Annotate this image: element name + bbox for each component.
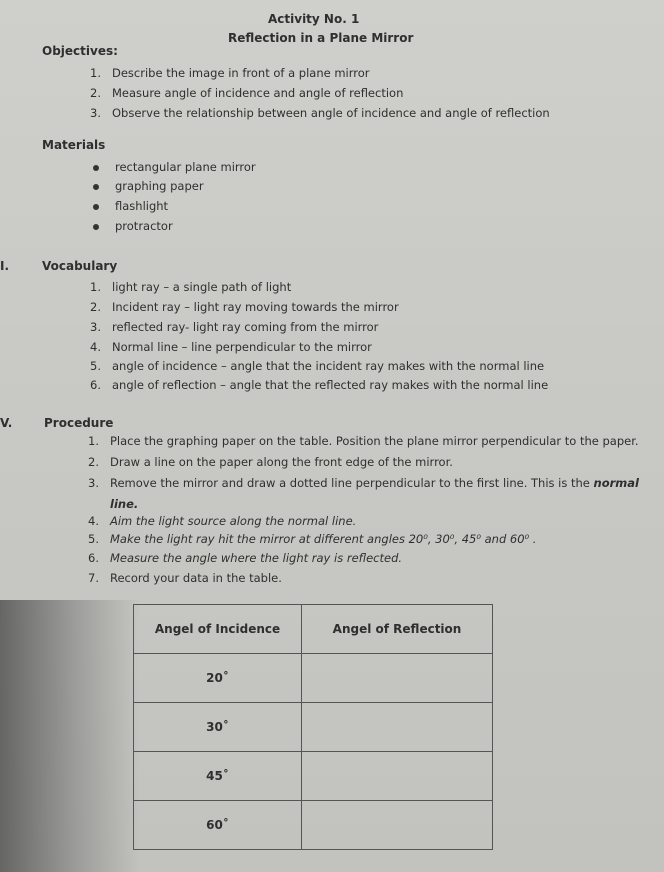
table-header-reflection: Angel of Reflection [302, 605, 493, 654]
vocabulary-item: 4. Normal line – line perpendicular to the mirror [90, 340, 372, 354]
vocabulary-marker: I. [0, 259, 10, 273]
procedure-step: 6. Measure the angle where the light ray is reflected. [88, 551, 403, 565]
objectives-heading: Objectives: [42, 44, 118, 58]
page-shadow [0, 600, 140, 872]
vocabulary-item: 3. reflected ray- light ray coming from the mirror [90, 320, 379, 334]
incidence-cell: 30˚ [134, 703, 302, 752]
procedure-step-continued: line. [110, 497, 139, 511]
incidence-cell: 60˚ [134, 801, 302, 850]
activity-subtitle: Reflection in a Plane Mirror [228, 31, 414, 45]
procedure-step: 2. Draw a line on the paper along the front edge of the mirror. [88, 455, 453, 469]
table-row [134, 654, 493, 703]
reflection-cell[interactable] [302, 752, 493, 801]
reflection-cell[interactable] [302, 654, 493, 703]
procedure-step: 5. Make the light ray hit the mirror at different angles 20⁰, 30⁰, 45⁰ and 60⁰ . [88, 532, 537, 546]
vocabulary-item: 2. Incident ray – light ray moving towards the mirror [90, 300, 399, 314]
procedure-marker: V. [0, 416, 13, 430]
incidence-cell: 45˚ [134, 752, 302, 801]
activity-title: Activity No. 1 [268, 12, 360, 26]
procedure-step: 3. Remove the mirror and draw a dotted line perpendicular to the first line. This is the normal [88, 476, 639, 490]
procedure-heading: Procedure [44, 416, 114, 430]
table-row [134, 801, 493, 850]
table-header-incidence: Angel of Incidence [134, 605, 302, 654]
incidence-cell: 20˚ [134, 654, 302, 703]
procedure-step: 7. Record your data in the table. [88, 571, 282, 585]
objective-item: 3. Observe the relationship between angle of incidence and angle of reflection [90, 106, 550, 120]
materials-heading: Materials [42, 138, 106, 152]
table-row [134, 752, 493, 801]
reflection-cell[interactable] [302, 703, 493, 752]
vocabulary-item: 6. angle of reflection – angle that the reflected ray makes with the normal line [90, 378, 549, 392]
objective-item: 1. Describe the image in front of a plane mirror [90, 66, 370, 80]
material-item: protractor [93, 219, 173, 233]
vocabulary-item: 1. light ray – a single path of light [90, 280, 292, 294]
data-table [133, 604, 493, 850]
table-row [134, 703, 493, 752]
objective-item: 2. Measure angle of incidence and angle of reflection [90, 86, 404, 100]
vocabulary-heading: Vocabulary [42, 259, 118, 273]
reflection-cell[interactable] [302, 801, 493, 850]
material-item: graphing paper [93, 179, 204, 193]
material-item: flashlight [93, 199, 168, 213]
material-item: rectangular plane mirror [93, 160, 256, 174]
vocabulary-item: 5. angle of incidence – angle that the incident ray makes with the normal line [90, 359, 545, 373]
procedure-step: 4. Aim the light source along the normal line. [88, 514, 357, 528]
table-header-row [134, 605, 493, 654]
procedure-step: 1. Place the graphing paper on the table. Position the plane mirror perpendicular to the paper. [88, 434, 639, 448]
